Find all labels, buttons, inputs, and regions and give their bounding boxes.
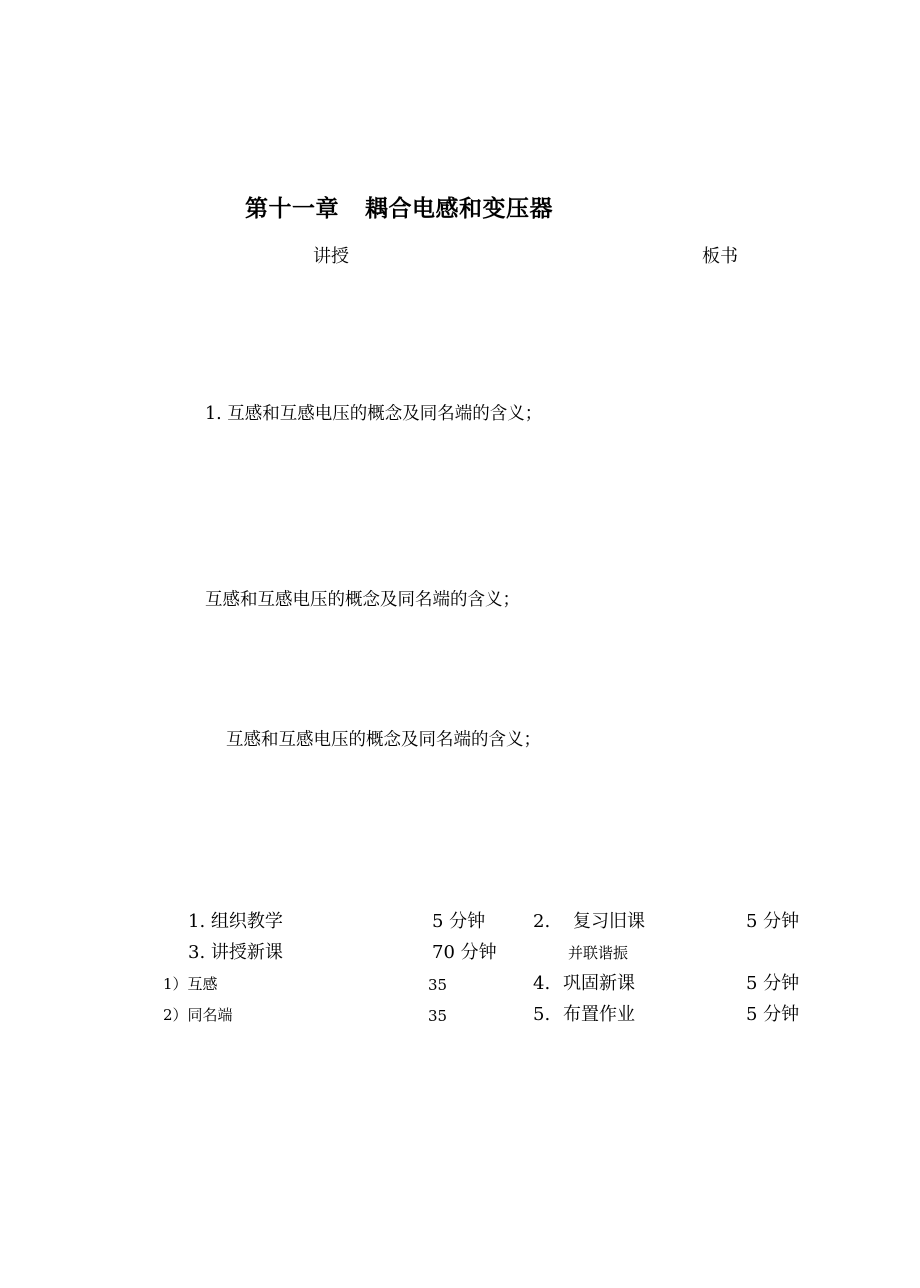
schedule-item-consolidate: 巩固新课 <box>563 973 635 994</box>
teaching-goal: 1. 互感和互感电压的概念及同名端的含义； <box>205 404 543 424</box>
schedule-time-new-lesson: 70 分钟 <box>432 942 497 963</box>
schedule-time-review: 5 分钟 <box>746 911 800 932</box>
chapter-title <box>245 197 553 220</box>
schedule-time-consolidate: 5 分钟 <box>746 973 800 994</box>
schedule-time-dotted-terminal: 35 <box>428 1007 448 1025</box>
blackboard-column-label: 板书 <box>702 246 738 267</box>
schedule-subitem-dotted-terminal: 2）同名端 <box>163 1006 233 1024</box>
schedule-note-parallel-resonance: 并联谐振 <box>568 944 629 962</box>
schedule-time-mutual-inductance: 35 <box>428 976 448 994</box>
schedule-item-homework: 布置作业 <box>563 1004 635 1025</box>
schedule-time-organize: 5 分钟 <box>432 911 486 932</box>
schedule-time-homework: 5 分钟 <box>746 1004 800 1025</box>
schedule-item-review: 复习旧课 <box>573 911 645 932</box>
schedule-num-homework: 5. <box>533 1004 551 1025</box>
schedule-subitem-mutual-inductance: 1）互感 <box>163 975 218 993</box>
schedule-num-review: 2. <box>533 911 551 932</box>
schedule-item-new-lesson: 3. 讲授新课 <box>188 942 283 963</box>
schedule-num-consolidate: 4. <box>533 973 551 994</box>
chapter-name: 耦合电感和变压器 <box>365 195 553 222</box>
lecture-column-label: 讲授 <box>313 246 349 267</box>
difficult-point: 互感和互感电压的概念及同名端的含义； <box>226 730 541 750</box>
chapter-number: 第十一章 <box>245 195 339 222</box>
key-point: 互感和互感电压的概念及同名端的含义； <box>205 590 520 610</box>
schedule-item-organize: 1. 组织教学 <box>188 911 283 932</box>
